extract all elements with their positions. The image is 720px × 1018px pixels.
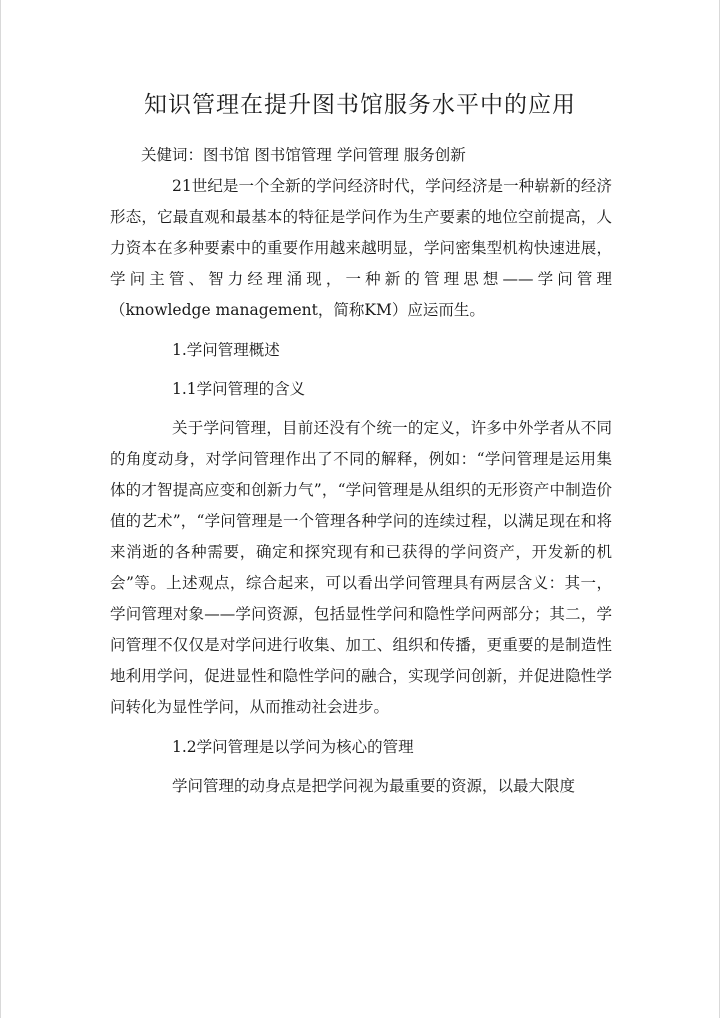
document-title: 知识管理在提升图书馆服务水平中的应用 — [144, 92, 576, 118]
keywords-line: 关健词：图书馆 图书馆管理 学问管理 服务创新 — [141, 146, 466, 164]
section-1-2-heading: 1.2学问管理是以学问为核心的管理 — [172, 738, 414, 756]
document-body — [110, 140, 612, 802]
intro-paragraph: 21世纪是一个全新的学问经济时代，学问经济是一种崭新的经济形态，它最直观和最基本的特征是学问作为生产要素的地位空前提高，人力资本在多种要素中的重要作用越来越明显，学问密集型机构快速进展，学问主管、智力经理涌现，一种新的管理思想——学问管理（knowledge management，简称KM）应运而生。 — [110, 177, 612, 319]
section-1-1-heading: 1.1学问管理的含义 — [172, 380, 306, 398]
section-1-1-paragraph: 关于学问管理，目前还没有个统一的定义，许多中外学者从不同的角度动身，对学问管理作出了不同的解释，例如：“学问管理是运用集体的才智提高应变和创新力气”，“学问管理是从组织的无形资产中制造价值的艺术”，“学问管理是一个管理各种学问的连续过程，以满足现在和将来消逝的各种需要，确定和探究现有和已获得的学问资产，开发新的机会”等。上述观点，综合起来，可以看出学问管理具有两层含义：其一，学问管理对象——学问资源，包括显性学问和隐性学问两部分；其二，学问管理不仅仅是对学问进行收集、加工、组织和传播，更重要的是制造性地利用学问，促进显性和隐性学问的融合，实现学问创新，并促进隐性学问转化为显性学问，从而推动社会进步。 — [110, 419, 612, 716]
section-1-heading: 1.学问管理概述 — [172, 341, 280, 359]
page-left-edge — [0, 0, 1, 1018]
section-1-2-paragraph: 学问管理的动身点是把学问视为最重要的资源，以最大限度 — [172, 777, 576, 795]
